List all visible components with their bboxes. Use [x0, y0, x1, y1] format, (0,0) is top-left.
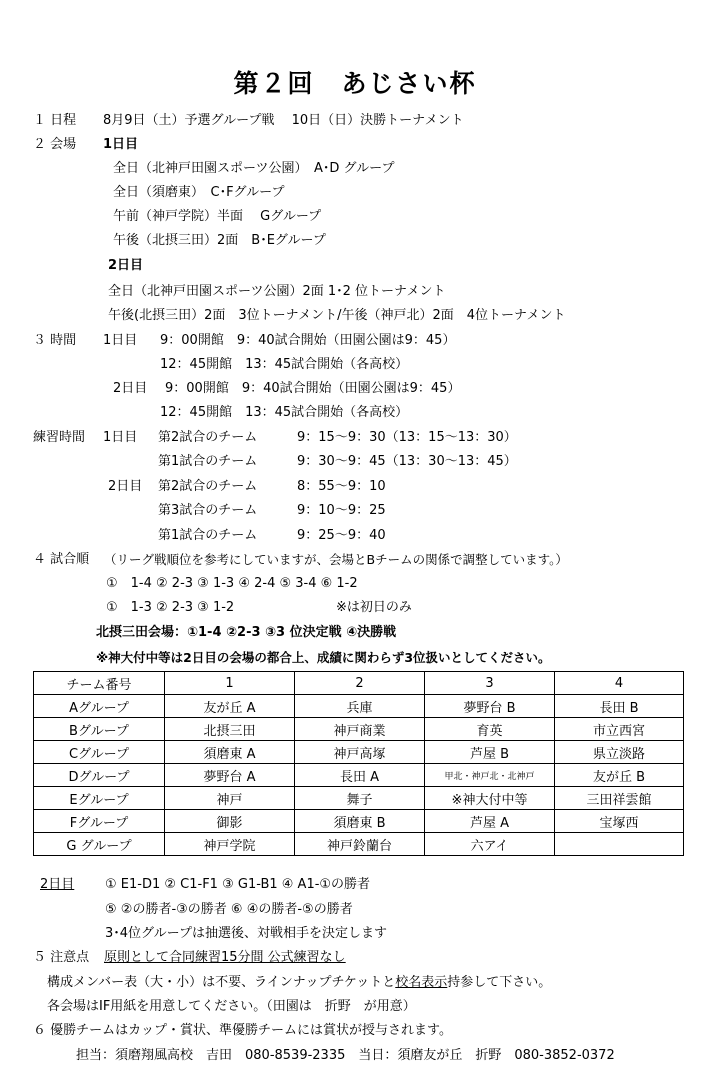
table-row — [34, 695, 684, 718]
team-cell: 夢野台 B — [425, 695, 555, 718]
award-number: ６ 優勝チーム — [33, 1023, 116, 1038]
practice-time: 9：15～9：30（13：15～13：30） — [297, 430, 517, 445]
time-day2-morning: 9：00開館 9：40試合開始（田園公園は9：45） — [165, 381, 461, 396]
time-day1-afternoon: 12：45開館 13：45試合開始（各高校） — [160, 357, 409, 372]
practice-time: 9：25～9：40 — [297, 528, 386, 543]
team-cell: 神戸高塚 — [295, 741, 425, 764]
venue-day1-line: 午前（神戸学院）半面 Gグループ — [113, 209, 322, 224]
header-cell: 3 — [425, 672, 555, 695]
venue-day1-label: 1日目 — [103, 137, 139, 152]
order-line1: ① 1-4 ② 2-3 ③ 1-3 ④ 2-4 ⑤ 3-4 ⑥ 1-2 — [106, 576, 358, 591]
group-cell: Bグループ — [34, 718, 165, 741]
group-cell: Aグループ — [34, 695, 165, 718]
venue-day2-label: 2日目 — [108, 258, 144, 273]
day2-games-line1: ① E1-D1 ② C1-F1 ③ G1-B1 ④ A1-①の勝者 — [105, 877, 371, 892]
schedule-text: 8月9日（土）予選グループ戦 10日（日）決勝トーナメント — [103, 113, 464, 128]
team-cell: 友が丘 B — [555, 764, 684, 787]
group-table — [33, 671, 684, 856]
contact-line: 担当：須磨翔風高校 吉田 080-8539-2335 当日：須磨友が丘 折野 080-3852-0372 — [76, 1048, 615, 1063]
venue-number: ２ 会場 — [33, 137, 77, 152]
order-intro: （リーグ戦順位を参考にしていますが、会場とBチームの関係で調整しています。） — [104, 552, 568, 567]
practice-time: 9：10～9：25 — [297, 503, 386, 518]
notes-line3: 各会場はIF用紙を用意してください。（田園は 折野 が用意） — [47, 999, 416, 1014]
team-cell: 兵庫 — [295, 695, 425, 718]
team-cell: 神戸 — [165, 787, 295, 810]
team-cell: 舞子 — [295, 787, 425, 810]
group-cell: Cグループ — [34, 741, 165, 764]
time-number: ３ 時間 — [33, 333, 77, 348]
order-number: ４ 試合順 — [33, 552, 90, 567]
team-cell: 六アイ — [425, 833, 555, 856]
team-cell: 神戸鈴蘭台 — [295, 833, 425, 856]
table-row — [34, 787, 684, 810]
order-line2-note: ※は初日のみ — [336, 600, 412, 615]
group-cell: Dグループ — [34, 764, 165, 787]
group-cell: G グループ — [34, 833, 165, 856]
team-cell: 友が丘 A — [165, 695, 295, 718]
notes-line2 — [47, 975, 551, 991]
award-line — [33, 1023, 452, 1039]
table-row — [34, 718, 684, 741]
time-day2-label: 2日目 — [113, 381, 148, 396]
venue-day2-line: 全日（北神戸田園スポーツ公園）2面 1･2 位トーナメント — [108, 284, 446, 299]
schedule-number: １ 日程 — [33, 113, 77, 128]
team-cell: 甲北・神戸北・北神戸 — [425, 764, 555, 787]
day2-games-label: 2日目 — [40, 877, 75, 892]
practice-team: 第1試合のチーム — [158, 528, 258, 543]
team-cell: 県立淡路 — [555, 741, 684, 764]
team-cell: 御影 — [165, 810, 295, 833]
venue-day2-line: 午後(北摂三田）2面 3位トーナメント/午後（神戸北）2面 4位トーナメント — [108, 308, 566, 323]
team-cell: 市立西宮 — [555, 718, 684, 741]
team-cell: 長田 B — [555, 695, 684, 718]
team-cell: 須磨東 A — [165, 741, 295, 764]
team-cell: 芦屋 A — [425, 810, 555, 833]
time-day1-label: 1日目 — [103, 333, 138, 348]
team-cell: 育英 — [425, 718, 555, 741]
header-cell: チーム番号 — [34, 672, 165, 695]
group-cell: Fグループ — [34, 810, 165, 833]
notice: ※神大付中等は2日目の会場の都合上、成績に関わらず3位扱いとしてください。 — [96, 650, 551, 665]
table-row — [34, 764, 684, 787]
header-cell: 1 — [165, 672, 295, 695]
hokusetsu-order: 北摂三田会場：①1-4 ②2-3 ③3 位決定戦 ④決勝戦 — [96, 625, 397, 640]
notes-line2-a: 構成メンバー表（大・小）は不要、ラインナップチケットと — [47, 975, 396, 990]
venue-day1-line: 全日（須磨東） C･Fグループ — [113, 185, 285, 200]
practice-day2-label: 2日目 — [108, 479, 143, 494]
header-cell: 4 — [555, 672, 684, 695]
team-cell: 三田祥雲館 — [555, 787, 684, 810]
team-cell: 神戸商業 — [295, 718, 425, 741]
practice-team: 第1試合のチーム — [158, 454, 258, 469]
team-cell — [555, 833, 684, 856]
team-cell: 長田 A — [295, 764, 425, 787]
notes-line2-b: 校名表示 — [395, 975, 448, 990]
practice-team: 第3試合のチーム — [158, 503, 258, 518]
table-row — [34, 833, 684, 856]
team-cell: ※神大付中等 — [425, 787, 555, 810]
time-day2-afternoon: 12：45開館 13：45試合開始（各高校） — [160, 405, 409, 420]
order-line2: ① 1-3 ② 2-3 ③ 1-2 — [106, 600, 235, 615]
venue-day1-line: 全日（北神戸田園スポーツ公園） A･D グループ — [113, 161, 395, 176]
award-text: はカップ・賞状、準優勝チームには賞状が授与されます。 — [115, 1023, 452, 1038]
header-cell: 2 — [295, 672, 425, 695]
table-row — [34, 810, 684, 833]
practice-label: 練習時間 — [33, 430, 86, 445]
practice-time: 9：30～9：45（13：30～13：45） — [297, 454, 517, 469]
group-cell: Eグループ — [34, 787, 165, 810]
team-cell: 夢野台 A — [165, 764, 295, 787]
practice-time: 8：55～9：10 — [297, 479, 386, 494]
page-title: 第２回 あじさい杯 — [233, 69, 477, 98]
notes-line1: 原則として合同練習15分間 公式練習なし — [104, 950, 346, 965]
team-cell: 神戸学院 — [165, 833, 295, 856]
notes-number: ５ 注意点 — [33, 950, 90, 965]
practice-team: 第2試合のチーム — [158, 479, 258, 494]
team-cell: 宝塚西 — [555, 810, 684, 833]
table-header-row — [34, 672, 684, 695]
day2-games-line2: ⑤ ②の勝者-③の勝者 ⑥ ④の勝者-⑤の勝者 — [105, 902, 353, 917]
team-cell: 芦屋 B — [425, 741, 555, 764]
practice-team: 第2試合のチーム — [158, 430, 258, 445]
team-cell: 須磨東 B — [295, 810, 425, 833]
venue-day1-line: 午後（北摂三田）2面 B･Eグループ — [113, 233, 326, 248]
notes-line2-c: 持参して下さい。 — [447, 975, 552, 990]
practice-day1-label: 1日目 — [103, 430, 138, 445]
day2-games-line3: 3･4位グループは抽選後、対戦相手を決定します — [105, 926, 388, 941]
team-cell: 北摂三田 — [165, 718, 295, 741]
table-row — [34, 741, 684, 764]
time-day1-morning: 9：00開館 9：40試合開始（田園公園は9：45） — [160, 333, 456, 348]
